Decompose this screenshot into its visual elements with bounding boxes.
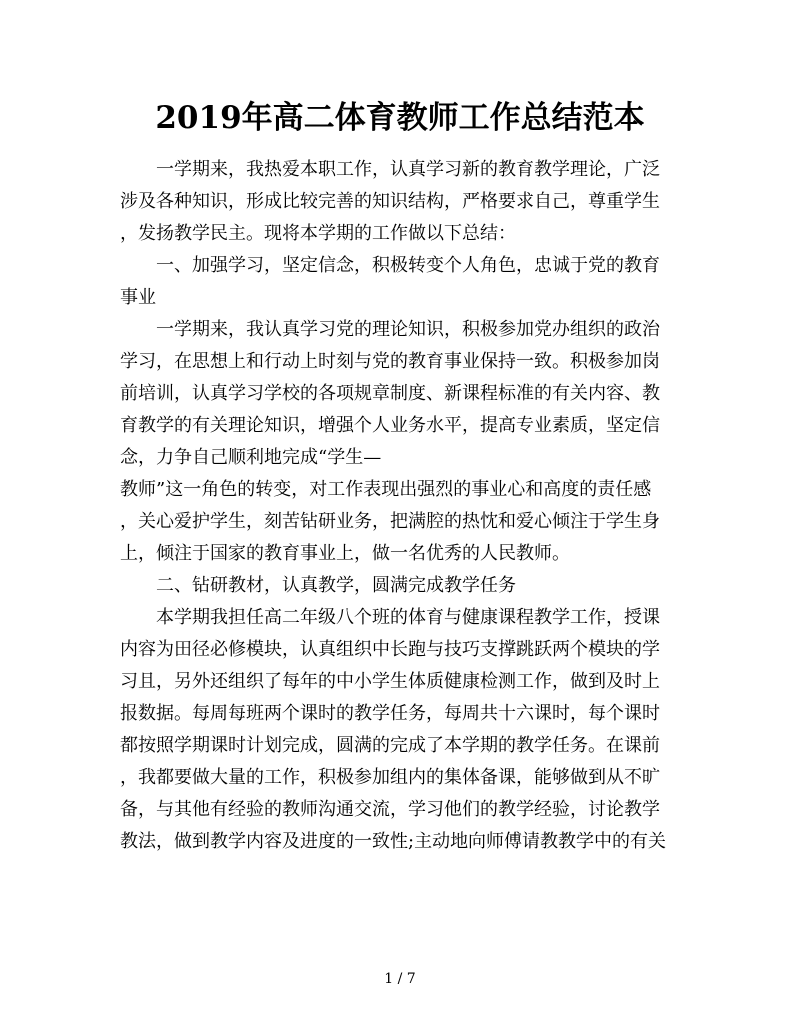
body-line: 前培训，认真学习学校的各项规章制度、新课程标准的有关内容、教 (120, 383, 660, 404)
body-line: 内容为田径必修模块，认真组织中长跑与技巧支撑跳跃两个模块的学 (120, 639, 660, 660)
section-heading-line: 二、钻研教材，认真教学，圆满完成教学任务 (120, 575, 516, 596)
body-line: 本学期我担任高二年级八个班的体育与健康课程教学工作，授课 (120, 607, 660, 628)
body-line: ，关心爱护学生，刻苦钻研业务，把满腔的热忱和爱心倾注于学生身 (120, 511, 660, 532)
body-line: 育教学的有关理论知识，增强个人业务水平，提高专业素质，坚定信 (120, 415, 660, 436)
body-line: 都按照学期课时计划完成，圆满的完成了本学期的教学任务。在课前 (120, 735, 660, 756)
body-line: 学习，在思想上和行动上时刻与党的教育事业保持一致。积极参加岗 (120, 351, 660, 372)
body-line: 上，倾注于国家的教育事业上，做一名优秀的人民教师。 (120, 543, 570, 564)
body-line: 报数据。每周每班两个课时的教学任务，每周共十六课时，每个课时 (120, 703, 660, 724)
page-number: 1 / 7 (384, 971, 416, 987)
document-title: 2019年高二体育教师工作总结范本 (155, 100, 645, 136)
body-line: ，发扬教学民主。现将本学期的工作做以下总结： (120, 223, 516, 244)
body-line: 教师”这一角色的转变，对工作表现出强烈的事业心和高度的责任感 (120, 479, 652, 500)
body-line: 习且，另外还组织了每年的中小学生体质健康检测工作，做到及时上 (120, 671, 660, 692)
section-heading-line: 事业 (120, 287, 156, 308)
body-line: 教法，做到教学内容及进度的一致性;主动地向师傅请教教学中的有关 (120, 831, 667, 852)
body-line: ，我都要做大量的工作，积极参加组内的集体备课，能够做到从不旷 (120, 767, 660, 788)
section-heading-line: 一、加强学习，坚定信念，积极转变个人角色，忠诚于党的教育 (120, 255, 660, 276)
body-line: 一学期来，我热爱本职工作，认真学习新的教育教学理论，广泛 (120, 159, 660, 180)
body-line: 念，力争自己顺利地完成“学生— (120, 447, 382, 468)
body-line: 一学期来，我认真学习党的理论知识，积极参加党办组织的政治 (120, 319, 660, 340)
body-line: 涉及各种知识，形成比较完善的知识结构，严格要求自己，尊重学生 (120, 191, 660, 212)
body-line: 备，与其他有经验的教师沟通交流，学习他们的教学经验，讨论教学 (120, 799, 660, 820)
